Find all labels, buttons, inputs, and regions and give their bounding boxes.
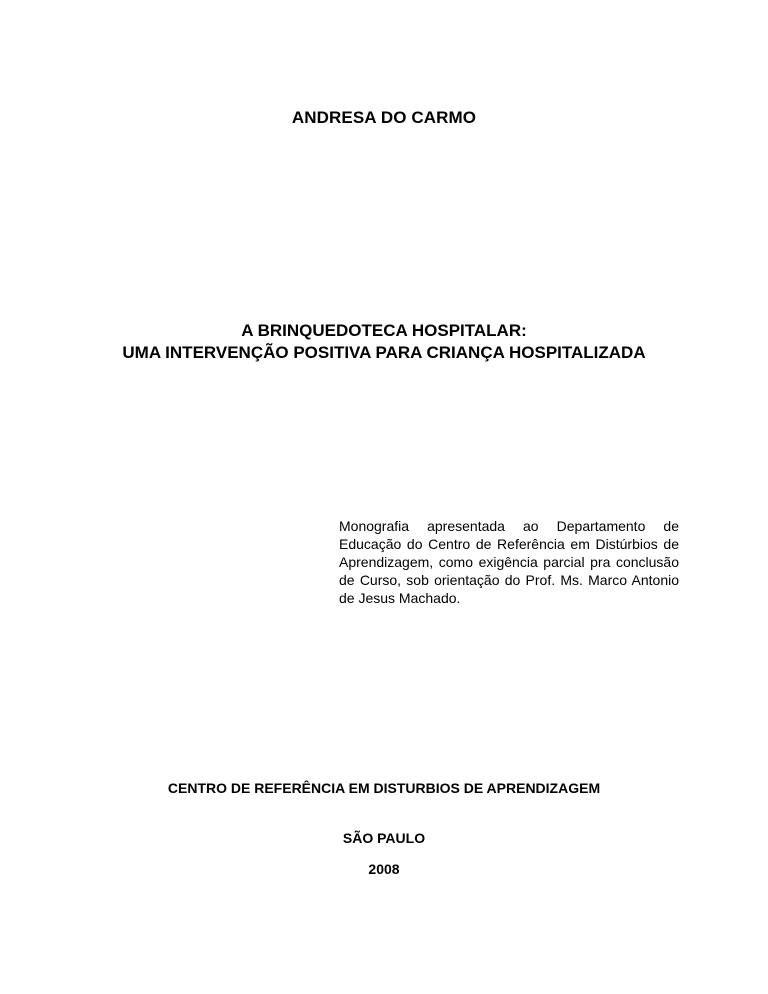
publication-year: 2008 [368, 861, 400, 877]
author-name: ANDRESA DO CARMO [291, 108, 477, 127]
title-line-1: A BRINQUEDOTECA HOSPITALAR: [241, 321, 527, 340]
title-line-2: UMA INTERVENÇÃO POSITIVA PARA CRIANÇA HOSPITALIZADA [122, 343, 646, 362]
abstract-paragraph: Monografia apresentada ao Departamento de Educação do Centro de Referência em Distúrbios de Aprendizagem, como exigência parcial pra conclusão de Curso, sob orientação do Prof. Ms. Marco Antonio de Jesus Machado. [339, 518, 679, 606]
thesis-title [0, 320, 768, 364]
city-name: SÃO PAULO [342, 830, 426, 846]
institution-name: CENTRO DE REFERÊNCIA EM DISTURBIOS DE APRENDIZAGEM [167, 780, 601, 796]
